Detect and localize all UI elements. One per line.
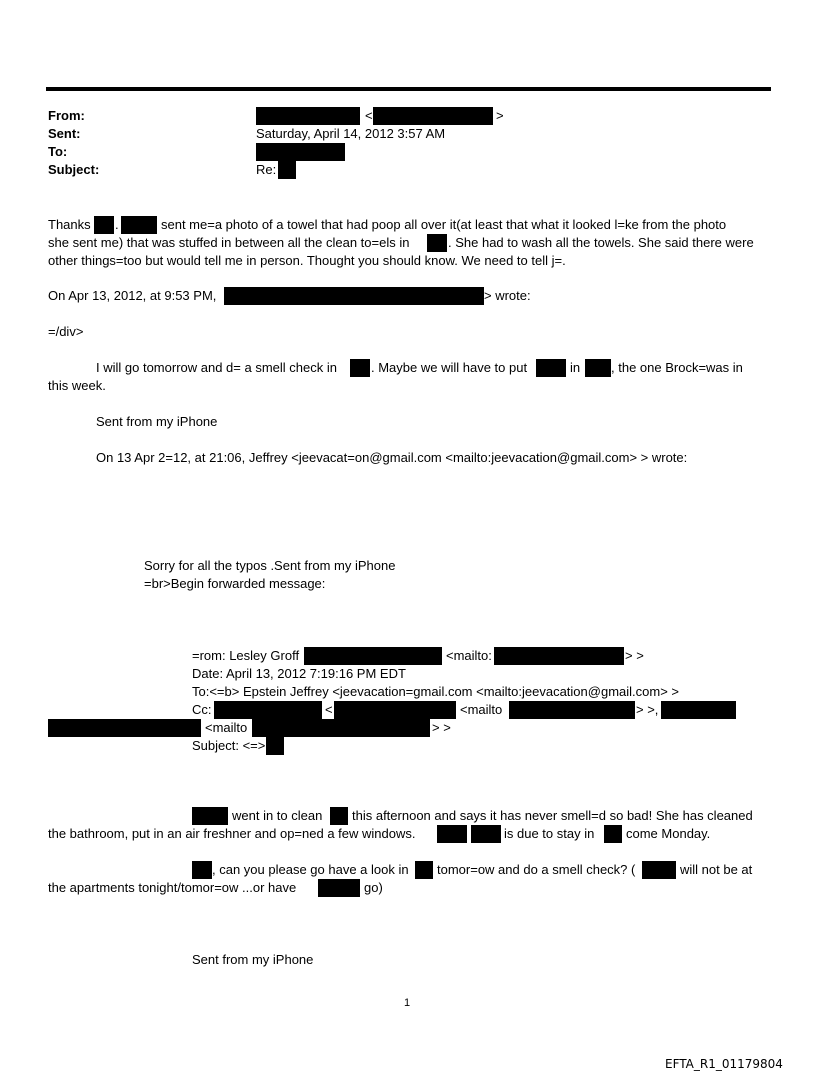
redaction-box — [415, 861, 433, 879]
body-text: other things=too but would tell me in person. Thought you should know. We need to tell j=. — [48, 253, 566, 268]
redaction-box — [192, 861, 212, 879]
page-number: 1 — [404, 997, 411, 1009]
body-text: Thanks — [48, 217, 91, 232]
fwd-cc2-mailto: <mailto — [205, 720, 248, 735]
fwd-cc2-end: > > — [432, 720, 451, 735]
body-text: is due to stay in — [504, 826, 595, 841]
redaction-box — [494, 647, 624, 665]
bates-number: EFTA_R1_01179804 — [665, 1057, 783, 1071]
body-text: the bathroom, put in an air freshner and op=ned a few windows. — [48, 826, 416, 841]
fwd-from: =rom: Lesley Groff — [192, 648, 300, 663]
body-text: Sorry for all the typos .Sent from my iPhone — [144, 558, 396, 573]
redaction-box — [318, 879, 360, 897]
body-text: Sent from my iPhone — [192, 952, 314, 967]
redaction-box — [94, 216, 114, 234]
redaction-box — [437, 825, 467, 843]
redaction-box — [642, 861, 676, 879]
body-text: will not be at — [680, 862, 753, 877]
redaction-box — [256, 143, 345, 161]
body-text: =br>Begin forwarded message: — [144, 576, 326, 591]
fwd-cc-lt: < — [325, 702, 333, 717]
body-text: On 13 Apr 2=12, at 21:06, Jeffrey <jeevacat=on@gmail.com <mailto:jeevacation@gmail.com> > wrote: — [96, 450, 688, 465]
redaction-box — [509, 701, 635, 719]
fwd-subject: Subject: <=> — [192, 738, 266, 753]
redaction-box — [661, 701, 736, 719]
redaction-box — [278, 161, 296, 179]
fwd-cc-end: > >, — [636, 702, 659, 717]
redaction-box — [304, 647, 442, 665]
fwd-from-end: > > — [625, 648, 644, 663]
from-gt: > — [496, 108, 504, 123]
subject-value: Re: — [256, 162, 277, 177]
body-text: went in to clean — [232, 808, 323, 823]
body-text: =/div> — [48, 324, 84, 339]
redaction-box — [350, 359, 370, 377]
redaction-box — [252, 719, 430, 737]
subject-label: Subject: — [48, 162, 100, 177]
body-text: come Monday. — [626, 826, 711, 841]
redaction-box — [427, 234, 447, 252]
body-text: , can you please go have a look in — [212, 862, 409, 877]
redaction-box — [536, 359, 566, 377]
body-text: go) — [364, 880, 383, 895]
body-text: . Maybe we will have to put — [371, 360, 528, 375]
body-text: this week. — [48, 378, 106, 393]
body-text: sent me=a photo of a towel that had poop all over it(at least that what it looked l=ke from the photo — [161, 217, 727, 232]
body-text: . She had to wash all the towels. She said there were — [448, 235, 754, 250]
body-text: On Apr 13, 2012, at 9:53 PM, — [48, 288, 217, 303]
body-text: in — [570, 360, 581, 375]
redaction-box — [214, 701, 322, 719]
body-text: I will go tomorrow and d= a smell check in — [96, 360, 337, 375]
body-text: the apartments tonight/tomor=ow ...or have — [48, 880, 297, 895]
fwd-date: Date: April 13, 2012 7:19:16 PM EDT — [192, 666, 406, 681]
redaction-box — [330, 807, 348, 825]
from-lt: < — [365, 108, 373, 123]
body-text: Sent from my iPhone — [96, 414, 218, 429]
body-text: this afternoon and says it has never smell=d so bad! She has cleaned — [352, 808, 753, 823]
fwd-cc-mailto: <mailto — [460, 702, 503, 717]
from-label: From: — [48, 108, 85, 123]
body-text: , the one Brock=was in — [611, 360, 743, 375]
redaction-box — [224, 287, 484, 305]
redaction-box — [471, 825, 501, 843]
redaction-box — [266, 737, 284, 755]
fwd-to: To:<=b> Epstein Jeffrey <jeevacation=gmail.com <mailto:jeevacation@gmail.com> > — [192, 684, 679, 699]
fwd-cc-label: Cc: — [192, 702, 212, 717]
sent-label: Sent: — [48, 126, 81, 141]
redaction-box — [256, 107, 360, 125]
redaction-box — [585, 359, 611, 377]
header-rule — [46, 87, 771, 91]
redaction-box — [334, 701, 456, 719]
redaction-box — [121, 216, 157, 234]
body-text: tomor=ow and do a smell check? ( — [437, 862, 636, 877]
body-text: she sent me) that was stuffed in between all the clean to=els in — [48, 235, 410, 250]
redaction-box — [48, 719, 201, 737]
redaction-box — [373, 107, 493, 125]
body-text: > wrote: — [484, 288, 531, 303]
redaction-box — [192, 807, 228, 825]
redaction-box — [604, 825, 622, 843]
body-text: . — [115, 217, 119, 232]
fwd-from-mailto: <mailto: — [446, 648, 492, 663]
sent-value: Saturday, April 14, 2012 3:57 AM — [256, 126, 446, 141]
to-label: To: — [48, 144, 68, 159]
